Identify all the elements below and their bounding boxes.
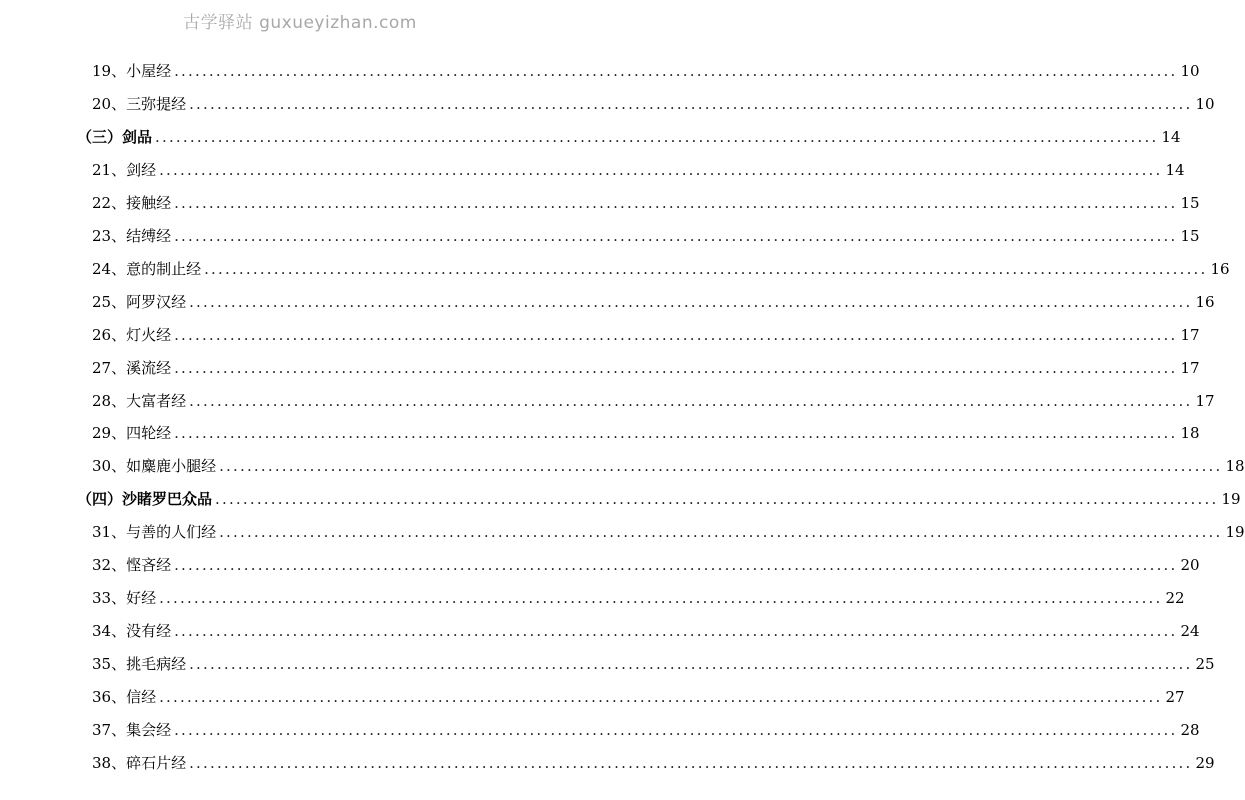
toc-page-number: 19	[1225, 523, 1245, 542]
toc-entry[interactable]	[92, 318, 1200, 344]
toc-entry[interactable]	[92, 581, 1185, 608]
toc-section-heading[interactable]	[77, 120, 1181, 146]
toc-entry[interactable]	[92, 713, 1200, 739]
toc-page-number: 22	[1165, 589, 1185, 608]
toc-entry[interactable]	[92, 219, 1200, 245]
toc-leader-dots: ................................................................................................................................................	[189, 292, 1193, 311]
toc-title: 38、碎石片经	[92, 753, 187, 772]
toc-leader-dots: ................................................................................................................................................	[174, 193, 1178, 212]
toc-title: 29、四轮经	[92, 424, 172, 443]
toc-entry[interactable]	[92, 384, 1215, 410]
toc-leader-dots: ................................................................................................................................................	[174, 358, 1178, 377]
toc-entry[interactable]	[92, 186, 1200, 212]
toc-title: 35、挑毛病经	[92, 655, 187, 674]
toc-leader-dots: ................................................................................................................................................	[189, 94, 1193, 113]
toc-page-number: 17	[1180, 358, 1200, 377]
toc-leader-dots: ................................................................................................................................................	[174, 62, 1178, 80]
toc-title: 19、小屋经	[92, 62, 172, 80]
toc-title: 21、剑经	[92, 160, 157, 179]
toc-leader-dots: ................................................................................................................................................	[189, 655, 1193, 674]
toc-leader-dots: ................................................................................................................................................	[159, 589, 1163, 608]
toc-title: 24、意的制止经	[92, 259, 202, 278]
toc-page-number: 10	[1195, 94, 1215, 113]
toc-title: 37、集会经	[92, 721, 172, 739]
toc-leader-dots: ................................................................................................................................................	[174, 226, 1178, 245]
toc-entry[interactable]	[92, 746, 1215, 772]
toc-page-number: 14	[1161, 127, 1181, 146]
toc-title: 30、如麋鹿小腿经	[92, 457, 217, 476]
toc-entry[interactable]	[92, 449, 1245, 476]
toc-leader-dots: ................................................................................................................................................	[189, 391, 1193, 410]
toc-entry[interactable]	[92, 548, 1200, 575]
toc-entry[interactable]	[92, 515, 1245, 542]
toc-title: 28、大富者经	[92, 391, 187, 410]
toc-leader-dots: ................................................................................................................................................	[159, 688, 1163, 707]
toc-page-number: 16	[1195, 292, 1215, 311]
toc-leader-dots: ................................................................................................................................................	[215, 490, 1219, 509]
toc-page-number: 15	[1180, 226, 1200, 245]
toc-page-number: 20	[1180, 556, 1200, 575]
toc-leader-dots: ................................................................................................................................................	[159, 160, 1163, 179]
toc-title: （四）沙睹罗巴众品	[77, 490, 213, 509]
toc-title: 27、溪流经	[92, 358, 172, 377]
toc-entry[interactable]	[92, 252, 1230, 278]
toc-page-number: 18	[1180, 424, 1200, 443]
toc-page-number: 16	[1210, 259, 1230, 278]
toc-page-number: 25	[1195, 655, 1215, 674]
toc-leader-dots: ................................................................................................................................................	[189, 753, 1193, 772]
toc-page-number: 28	[1180, 721, 1200, 739]
toc-page-number: 10	[1180, 62, 1200, 80]
toc-page-number: 24	[1180, 622, 1200, 641]
toc-page-number: 18	[1225, 457, 1245, 476]
toc-page-number: 19	[1221, 490, 1241, 509]
toc-entry[interactable]	[92, 54, 1200, 80]
toc-title: 33、好经	[92, 589, 157, 608]
toc-title: （三）剑品	[77, 127, 153, 146]
watermark: 古学驿站 guxueyizhan.com	[183, 13, 417, 33]
toc-page-number: 15	[1180, 193, 1200, 212]
toc-entry[interactable]	[92, 285, 1215, 311]
toc-page-number: 17	[1195, 391, 1215, 410]
toc-page-number: 27	[1165, 688, 1185, 707]
toc-page-number: 17	[1180, 325, 1200, 344]
toc-title: 32、悭吝经	[92, 556, 172, 575]
toc-leader-dots: ................................................................................................................................................	[174, 721, 1178, 739]
toc-title: 20、三弥提经	[92, 94, 187, 113]
toc-leader-dots: ................................................................................................................................................	[204, 259, 1208, 278]
toc-leader-dots: ................................................................................................................................................	[174, 622, 1178, 641]
toc-entry[interactable]	[92, 614, 1200, 641]
toc-title: 36、信经	[92, 688, 157, 707]
toc-entry[interactable]	[92, 680, 1185, 707]
toc-section-heading[interactable]	[77, 482, 1241, 509]
toc-title: 25、阿罗汉经	[92, 292, 187, 311]
toc-leader-dots: ................................................................................................................................................	[219, 457, 1223, 476]
toc-title: 31、与善的人们经	[92, 523, 217, 542]
toc-entry[interactable]	[92, 647, 1215, 674]
toc-entry[interactable]	[92, 351, 1200, 377]
toc-leader-dots: ................................................................................................................................................	[219, 523, 1223, 542]
toc-leader-dots: ................................................................................................................................................	[174, 325, 1178, 344]
toc-page-number: 14	[1165, 160, 1185, 179]
toc-entry[interactable]	[92, 416, 1200, 443]
toc-entry[interactable]	[92, 87, 1215, 113]
toc-title: 22、接触经	[92, 193, 172, 212]
toc-leader-dots: ................................................................................................................................................	[174, 424, 1178, 443]
toc-page-number: 29	[1195, 753, 1215, 772]
toc-title: 23、结缚经	[92, 226, 172, 245]
toc-leader-dots: ................................................................................................................................................	[174, 556, 1178, 575]
toc-entry[interactable]	[92, 153, 1185, 179]
toc-title: 34、没有经	[92, 622, 172, 641]
toc-leader-dots: ................................................................................................................................................	[155, 127, 1159, 146]
toc-title: 26、灯火经	[92, 325, 172, 344]
